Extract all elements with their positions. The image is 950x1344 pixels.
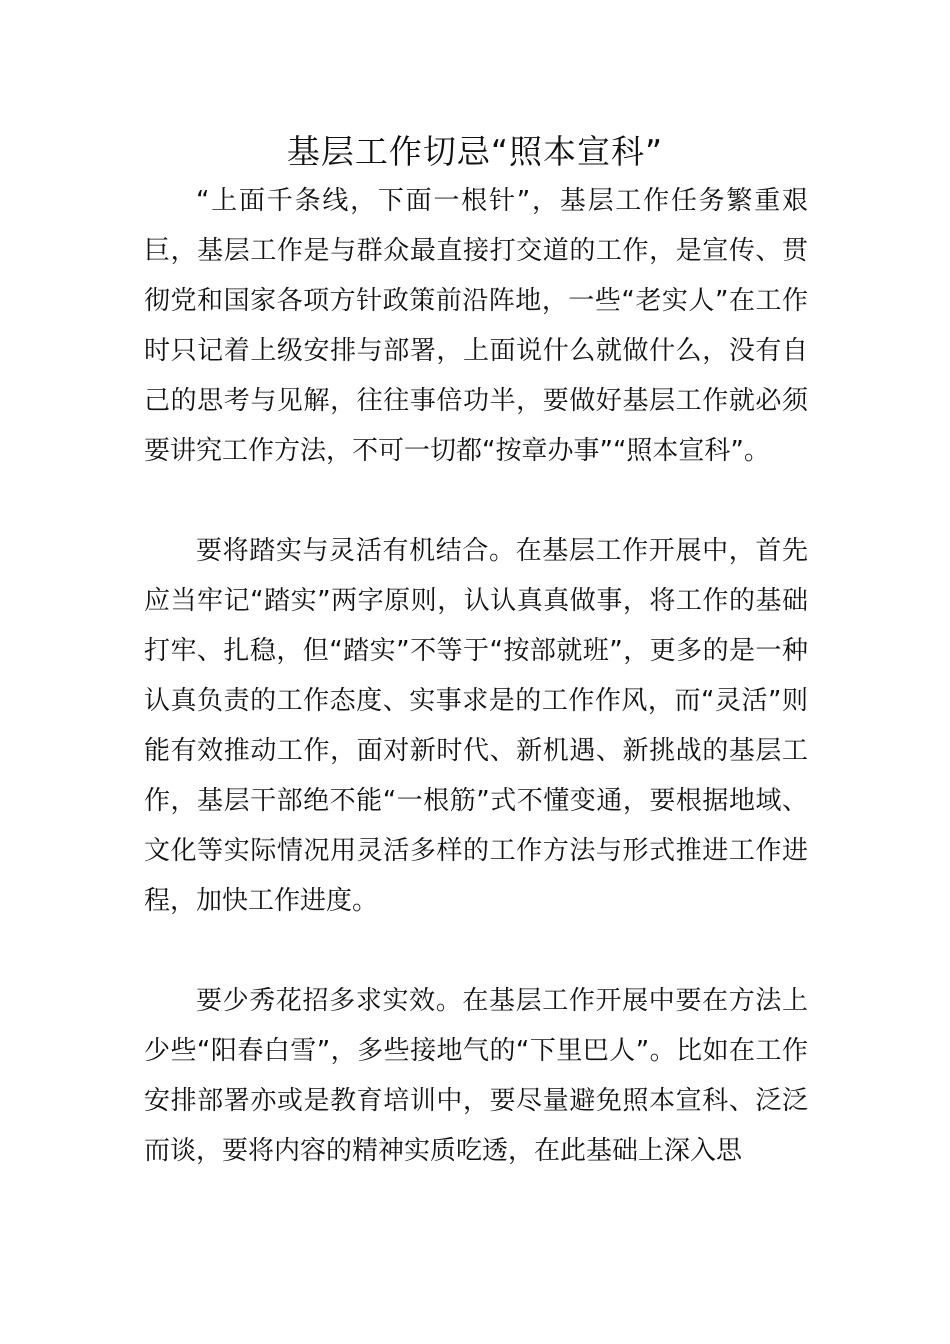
document-body [144, 176, 808, 1176]
paragraph-practical-results: 要少秀花招多求实效。在基层工作开展中要在方法上少些“阳春白雪”，多些接地气的“下里巴人”。比如在工作安排部署亦或是教育培训中，要尽量避免照本宣科、泛泛而谈，要将内容的精神实质吃透，在此基础上深入思 [144, 986, 808, 1166]
paragraph-steady-and-flexible: 要将踏实与灵活有机结合。在基层工作开展中，首先应当牢记“踏实”两字原则，认认真真做事，将工作的基础打牢、扎稳，但“踏实”不等于“按部就班”，更多的是一种认真负责的工作态度、实事求是的工作作风，而“灵活”则能有效推动工作，面对新时代、新机遇、新挑战的基层工作，基层干部绝不能“一根筋”式不懂变通，要根据地域、文化等实际情况用灵活多样的工作方法与形式推进工作进程，加快工作进度。 [144, 536, 808, 916]
paragraph-intro: “上面千条线，下面一根针”，基层工作任务繁重艰巨，基层工作是与群众最直接打交道的工作，是宣传、贯彻党和国家各项方针政策前沿阵地，一些“老实人”在工作时只记着上级安排与部署，上面说什么就做什么，没有自己的思考与见解，往往事倍功半，要做好基层工作就必须要讲究工作方法，不可一切都“按章办事”“照本宣科”。 [144, 186, 808, 466]
document-title: 基层工作切忌“照本宣科” [286, 132, 664, 171]
